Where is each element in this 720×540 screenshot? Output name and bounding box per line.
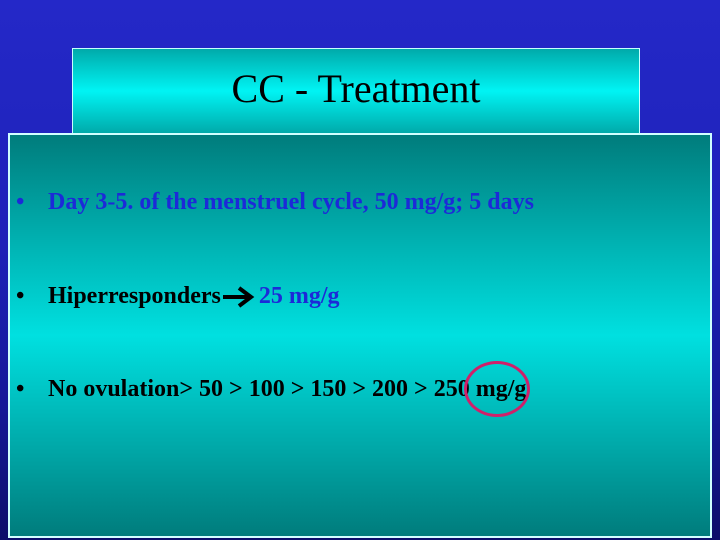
content-box <box>8 133 712 538</box>
bullet-text-3: No ovulation> 50 > 100 > 150 > 200 > 250 mg/g <box>48 376 527 402</box>
bullet-item-2 <box>16 283 340 310</box>
bullet-item-3 <box>16 376 526 403</box>
slide-title: CC - Treatment <box>231 65 481 111</box>
bullet-text-1: Day 3-5. of the menstruel cycle, 50 mg/g; 5 days <box>48 189 534 215</box>
bullet-symbol: • <box>16 376 25 402</box>
bullet-item-1 <box>16 189 534 216</box>
bullet-text-2-tail: 25 mg/g <box>258 283 340 309</box>
bullet-text-2-lead: Hiperresponders <box>48 283 221 309</box>
bullet-symbol: • <box>16 283 25 309</box>
bullet-symbol: • <box>16 189 25 215</box>
title-box <box>72 48 640 134</box>
highlight-circle <box>464 361 530 417</box>
right-arrow-icon <box>222 285 258 309</box>
